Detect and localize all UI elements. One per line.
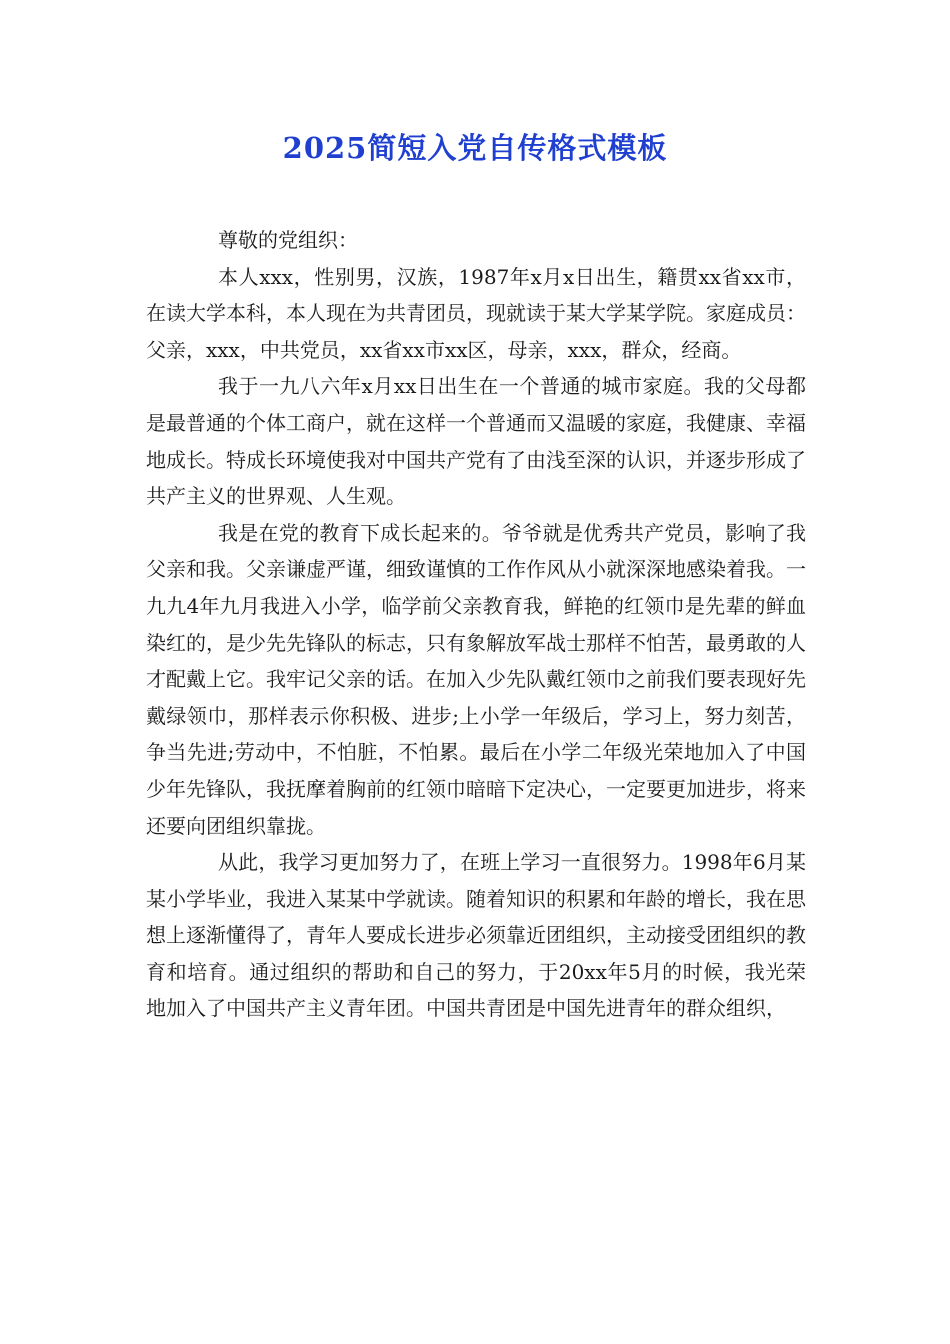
paragraph-growth-education: 我是在党的教育下成长起来的。爷爷就是优秀共产党员，影响了我父亲和我。父亲谦虚严谨，细致谨慎的工作作风从小就深深地感染着我。一九九4年九月我进入小学，临学前父亲教育我，鲜艳的红领巾是先辈的鲜血染红的，是少先先锋队的标志，只有象解放军战士那样不怕苦，最勇敢的人才配戴上它。我牢记父亲的话。在加入少先队戴红领巾之前我们要表现好先戴绿领巾，那样表示你积极、进步;上小学一年级后，学习上，努力刻苦，争当先进;劳动中，不怕脏，不怕累。最后在小学二年级光荣地加入了中国少年先锋队，我抚摩着胸前的红领巾暗暗下定决心，一定要更加进步，将来还要向团组织靠拢。	[146, 520, 806, 838]
paragraph-personal-info: 本人xxx，性别男，汉族，1987年x月x日出生，籍贯xx省xx市，在读大学本科，本人现在为共青团员，现就读于某大学某学院。家庭成员：父亲，xxx，中共党员，xx省xx市xx区，母亲，xxx，群众，经商。	[146, 264, 806, 362]
document-title: 2025简短入党自传格式模板	[282, 131, 668, 165]
paragraph-family-background: 我于一九八六年x月xx日出生在一个普通的城市家庭。我的父母都是最普通的个体工商户，就在这样一个普通而又温暖的家庭，我健康、幸福地成长。特成长环境使我对中国共产党有了由浅至深的认识，并逐步形成了共产主义的世界观、人生观。	[146, 374, 806, 509]
paragraph-league-membership: 从此，我学习更加努力了，在班上学习一直很努力。1998年6月某某小学毕业，我进入某某中学就读。随着知识的积累和年龄的增长，我在思想上逐渐懂得了，青年人要成长进步必须靠近团组织，主动接受团组织的教育和培育。通过组织的帮助和自己的努力，于20xx年5月的时候，我光荣地加入了中国共产主义青年团。中国共青团是中国先进青年的群众组织，	[146, 850, 806, 1021]
salutation: 尊敬的党组织：	[218, 228, 358, 252]
document-body	[146, 222, 806, 1027]
